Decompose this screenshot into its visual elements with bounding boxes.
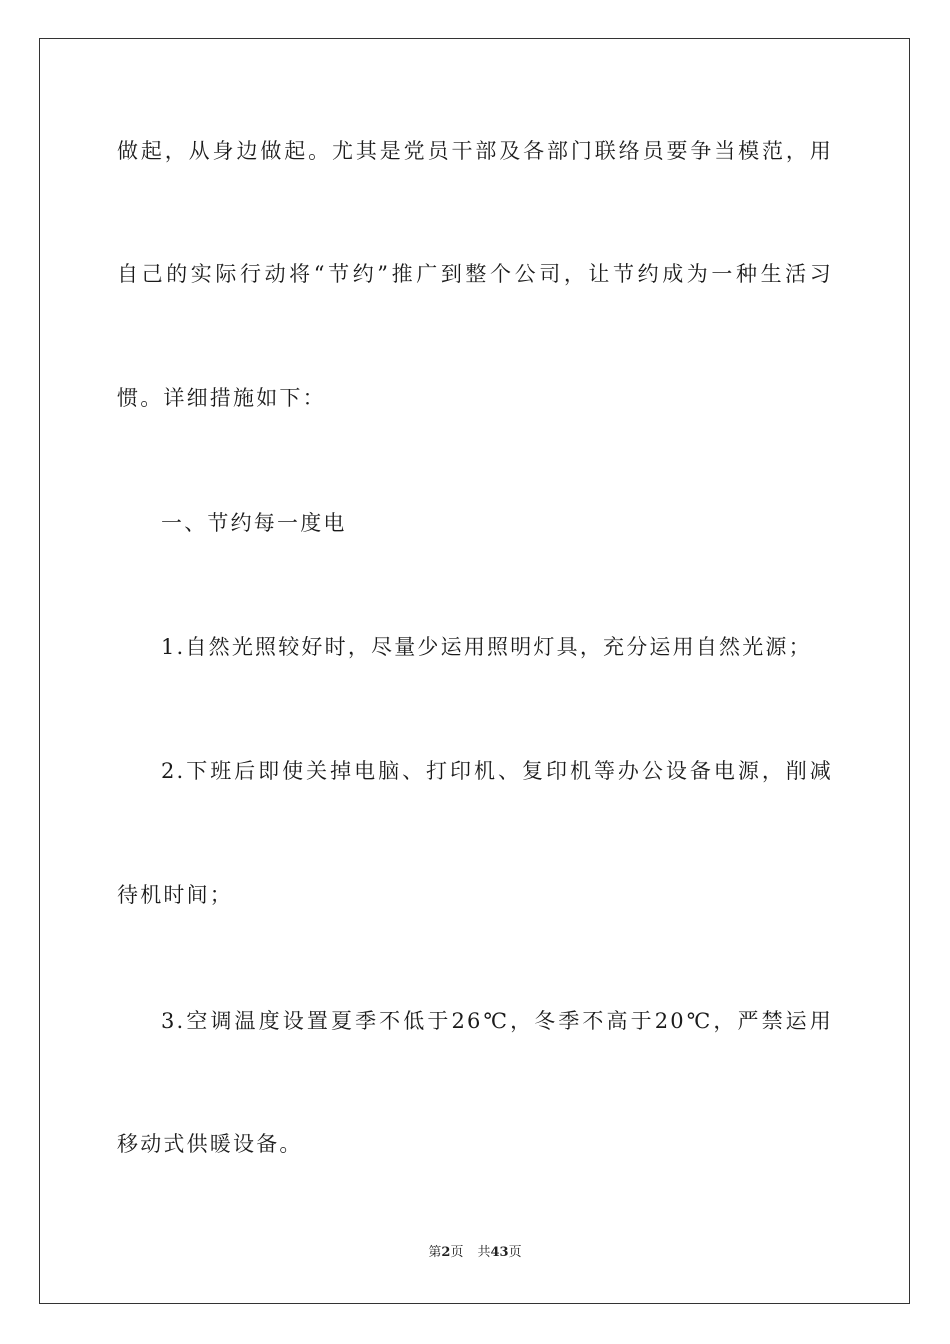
body-paragraph-line: 惯。详细措施如下：	[117, 386, 326, 410]
list-item-continuation: 移动式供暖设备。	[117, 1132, 303, 1156]
total-page-count: 43	[490, 1245, 509, 1260]
total-label-suffix: 页	[508, 1245, 522, 1260]
section-heading: 一、节约每一度电	[161, 511, 347, 535]
list-item-continuation: 待机时间；	[117, 883, 233, 907]
body-paragraph-line: 做起，从身边做起。尤其是党员干部及各部门联络员要争当模范，用	[117, 139, 833, 163]
current-page-number: 2	[441, 1245, 451, 1260]
page-label-prefix: 第	[428, 1245, 442, 1260]
page-label-suffix: 页	[450, 1245, 464, 1260]
list-item: 3.空调温度设置夏季不低于26℃，冬季不高于20℃，严禁运用	[161, 1009, 833, 1033]
page-border	[39, 38, 910, 1304]
total-label-prefix: 共	[477, 1245, 491, 1260]
body-paragraph-line: 自己的实际行动将“节约”推广到整个公司，让节约成为一种生活习	[117, 262, 833, 286]
page-footer	[0, 1244, 950, 1262]
list-item: 2.下班后即使关掉电脑、打印机、复印机等办公设备电源，削减	[161, 759, 833, 783]
list-item: 1.自然光照较好时，尽量少运用照明灯具，充分运用自然光源；	[161, 635, 812, 659]
